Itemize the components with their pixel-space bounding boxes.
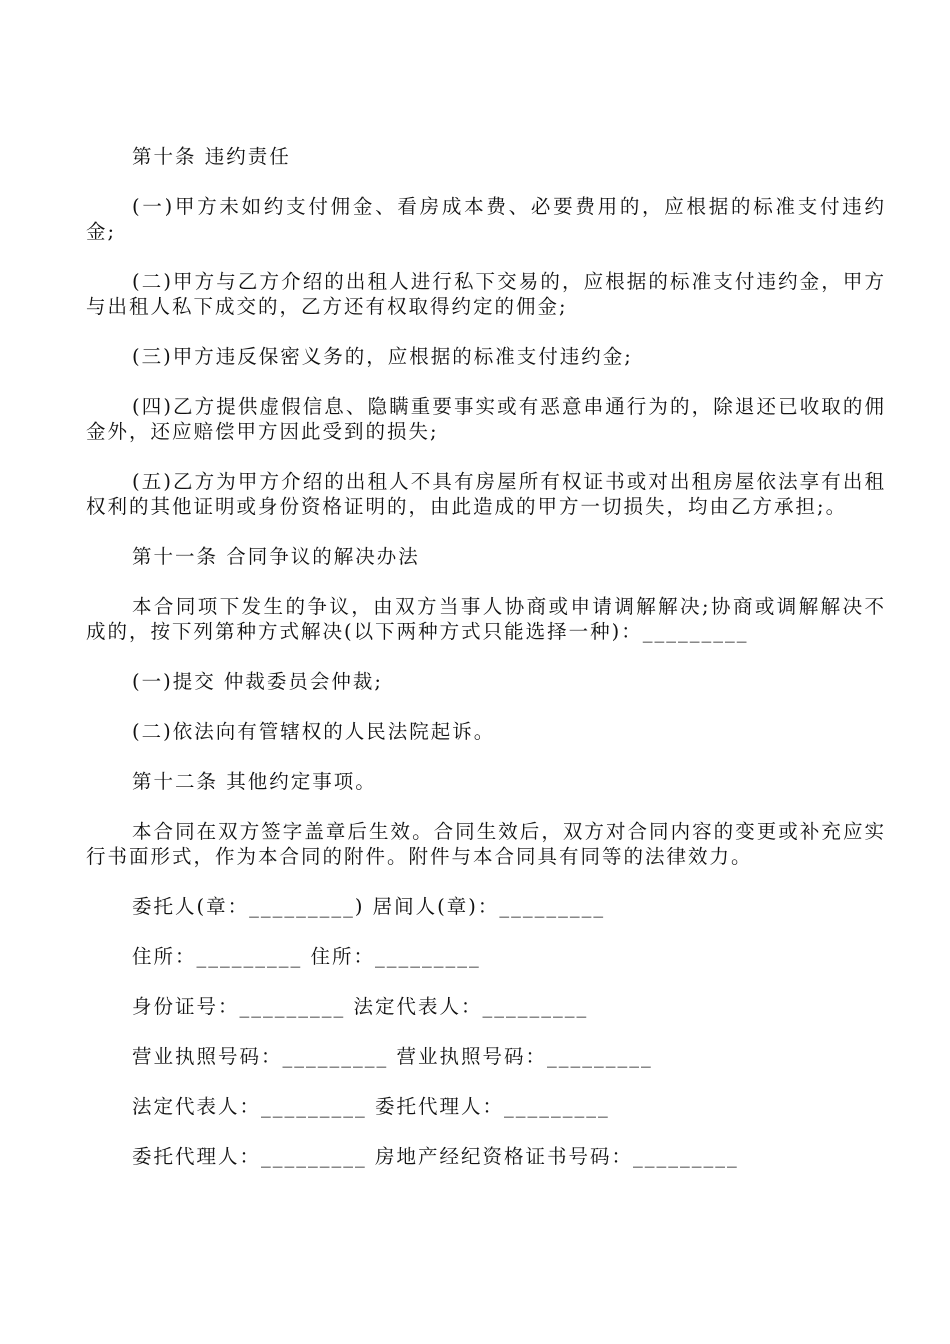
article-11-heading: 第十一条 合同争议的解决办法 <box>132 545 420 568</box>
signature-line-license: 营业执照号码：_________ 营业执照号码：_________ <box>132 1045 653 1068</box>
article-10-clause-5: (五)乙方为甲方介绍的出租人不具有房屋所有权证书或对出租房屋依法享有出租权利的其他证明或身份资格证明的，由此造成的甲方一切损失，均由乙方承担;。 <box>86 470 886 518</box>
document-body <box>86 144 886 1169</box>
article-12-heading: 第十二条 其他约定事项。 <box>132 770 377 793</box>
signature-line-address: 住所：_________ 住所：_________ <box>132 945 481 968</box>
article-11-option-1: (一)提交 仲裁委员会仲裁; <box>132 670 383 693</box>
article-10-clause-3: (三)甲方违反保密义务的，应根据的标准支付违约金; <box>132 345 633 368</box>
article-12-body: 本合同在双方签字盖章后生效。合同生效后，双方对合同内容的变更或补充应实行书面形式，作为本合同的附件。附件与本合同具有同等的法律效力。 <box>86 820 886 868</box>
signature-line-representative: 法定代表人：_________ 委托代理人：_________ <box>132 1095 610 1118</box>
article-11-option-2: (二)依法向有管辖权的人民法院起诉。 <box>132 720 496 743</box>
article-10-heading: 第十条 违约责任 <box>132 145 291 168</box>
article-11-body: 本合同项下发生的争议，由双方当事人协商或申请调解解决;协商或调解解决不成的，按下列第种方式解决(以下两种方式只能选择一种)：_________ <box>86 595 886 643</box>
signature-line-principal: 委托人(章：_________) 居间人(章)：_________ <box>132 895 606 918</box>
article-10-clause-2: (二)甲方与乙方介绍的出租人进行私下交易的，应根据的标准支付违约金，甲方与出租人私下成交的，乙方还有权取得约定的佣金; <box>86 270 886 318</box>
signature-line-agent: 委托代理人：_________ 房地产经纪资格证书号码：_________ <box>132 1145 739 1168</box>
signature-line-id: 身份证号：_________ 法定代表人：_________ <box>132 995 589 1018</box>
article-10-clause-1: (一)甲方未如约支付佣金、看房成本费、必要费用的，应根据的标准支付违约金; <box>86 195 886 243</box>
article-10-clause-4: (四)乙方提供虚假信息、隐瞒重要事实或有恶意串通行为的，除退还已收取的佣金外，还应赔偿甲方因此受到的损失; <box>86 395 886 443</box>
